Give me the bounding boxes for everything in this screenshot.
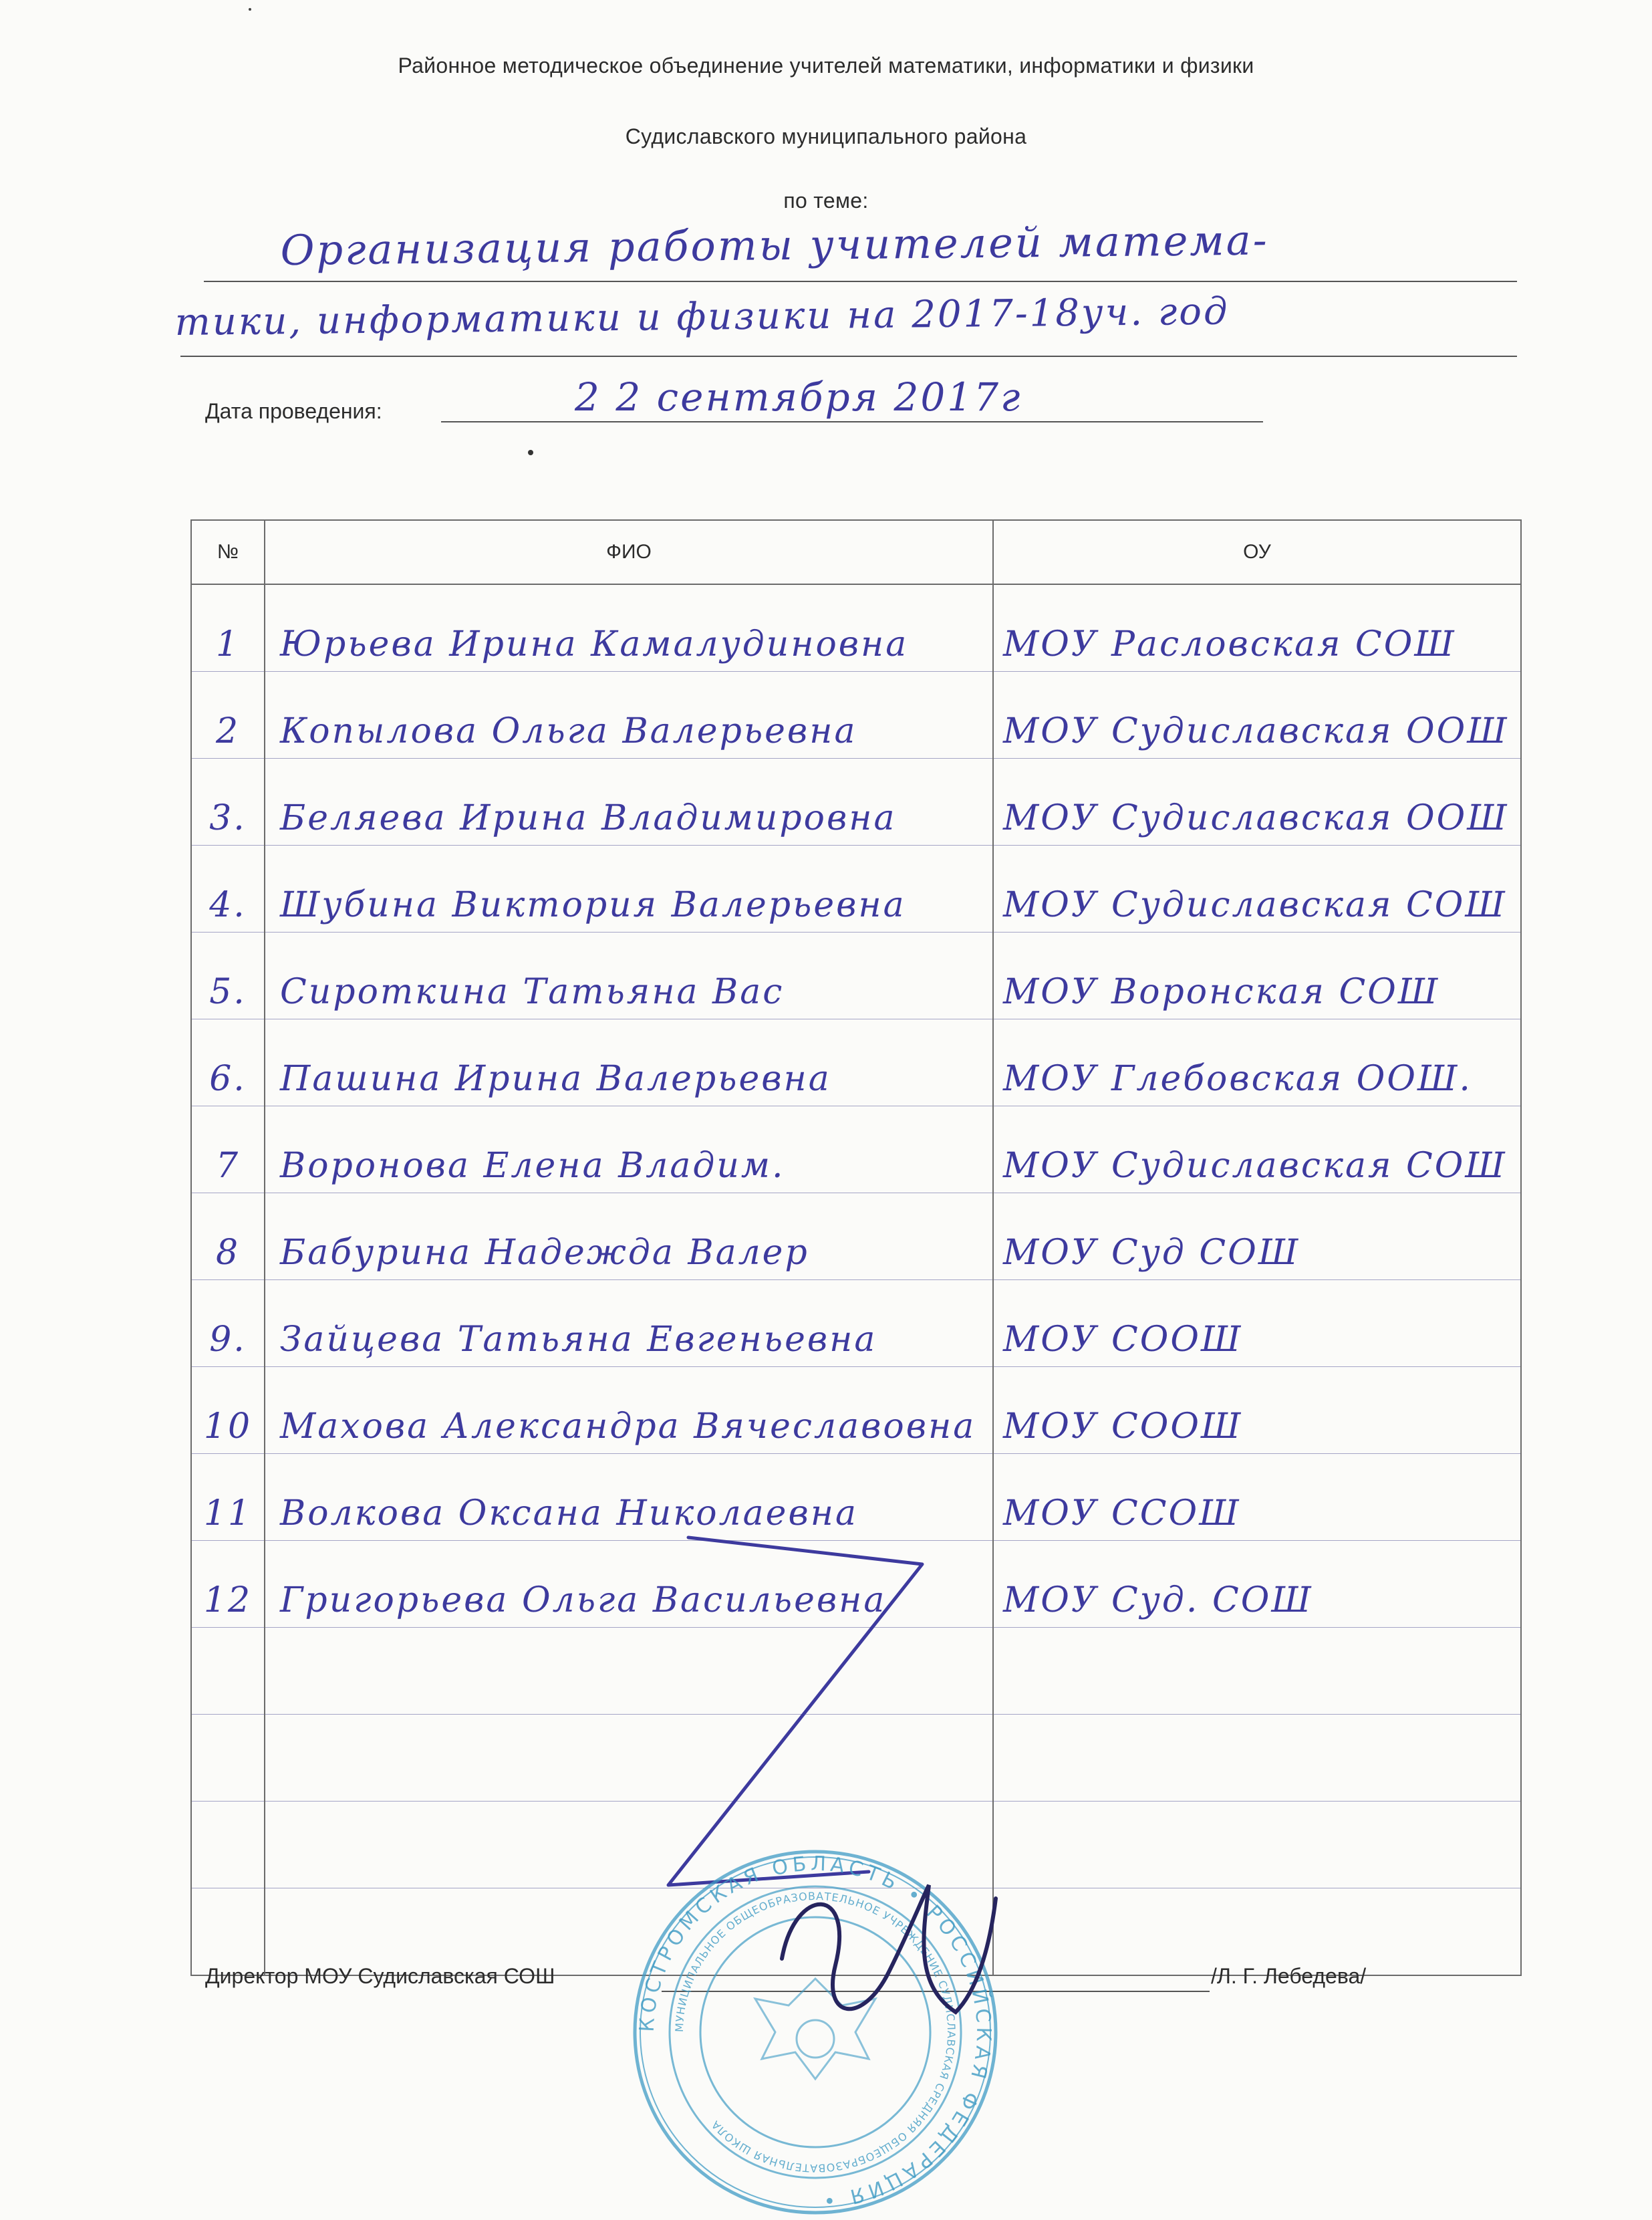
row-ou xyxy=(993,1888,1521,1976)
topic-line-1: Организация работы учителей матема- xyxy=(280,215,1269,275)
table-row xyxy=(191,759,1521,846)
row-fio: Беляева Ирина Владимировна xyxy=(265,759,993,846)
row-number xyxy=(191,1888,265,1976)
header-fio: ФИО xyxy=(265,520,993,584)
row-fio: Шубина Виктория Валерьевна xyxy=(265,846,993,933)
row-number: 7 xyxy=(191,1106,265,1193)
row-fio: Волкова Оксана Николаевна xyxy=(265,1454,993,1541)
table-row xyxy=(191,1193,1521,1280)
row-number xyxy=(191,1802,265,1888)
row-ou xyxy=(993,1802,1521,1888)
table-row xyxy=(191,1019,1521,1106)
row-ou: МОУ Судиславская ООШ xyxy=(993,759,1521,846)
row-number: 2 xyxy=(191,672,265,759)
header-district: Судиславского муниципального района xyxy=(625,124,1027,148)
date-underline xyxy=(441,421,1263,422)
date-value: 2 2 сентября 2017г xyxy=(575,374,1022,420)
stamp-outer-text: КОСТРОМСКАЯ ОБЛАСТЬ • РОССИЙСКАЯ ФЕДЕРАЦИЯ • xyxy=(635,1852,996,2213)
director-name: /Л. Г. Лебедева/ xyxy=(1211,1964,1367,1988)
table-row xyxy=(191,672,1521,759)
header-org: Районное методическое объединение учителей математики, информатики и физики xyxy=(398,53,1254,78)
row-ou: МОУ Судиславская СОШ xyxy=(993,846,1521,933)
row-number xyxy=(191,1628,265,1715)
row-fio: Махова Александра Вячеславовна xyxy=(265,1367,993,1454)
director-label: Директор МОУ Судиславская СОШ xyxy=(205,1964,555,1988)
row-ou: МОУ Расловская СОШ xyxy=(993,584,1521,672)
row-number: 11 xyxy=(191,1454,265,1541)
row-fio: Зайцева Татьяна Евгеньевна xyxy=(265,1280,993,1367)
row-fio: Юрьева Ирина Камалудиновна xyxy=(265,584,993,672)
scan-speck xyxy=(249,8,251,11)
table-row xyxy=(191,933,1521,1019)
row-fio: Сироткина Татьяна Вас xyxy=(265,933,993,1019)
row-number: 1 xyxy=(191,584,265,672)
row-ou: МОУ Суд. СОШ xyxy=(993,1541,1521,1628)
row-ou: МОУ Судиславская СОШ xyxy=(993,1106,1521,1193)
row-fio: Пашина Ирина Валерьевна xyxy=(265,1019,993,1106)
scan-speck xyxy=(528,450,533,455)
row-number: 6. xyxy=(191,1019,265,1106)
z-strike-mark xyxy=(642,1524,949,1898)
row-ou xyxy=(993,1715,1521,1802)
table-header-row xyxy=(191,520,1521,584)
row-number: 8 xyxy=(191,1193,265,1280)
date-label: Дата проведения: xyxy=(205,399,382,423)
table-row xyxy=(191,1106,1521,1193)
row-ou: МОУ Глебовская ООШ. xyxy=(993,1019,1521,1106)
table-row xyxy=(191,584,1521,672)
row-ou: МОУ СООШ xyxy=(993,1367,1521,1454)
row-ou: МОУ Воронская СОШ xyxy=(993,933,1521,1019)
row-fio: Копылова Ольга Валерьевна xyxy=(265,672,993,759)
row-ou: МОУ ССОШ xyxy=(993,1454,1521,1541)
table-row xyxy=(191,1367,1521,1454)
row-number: 3. xyxy=(191,759,265,846)
header-ou: ОУ xyxy=(993,520,1521,584)
row-number: 10 xyxy=(191,1367,265,1454)
table-row xyxy=(191,1280,1521,1367)
table-row xyxy=(191,846,1521,933)
topic-underline-2 xyxy=(180,356,1517,357)
row-number: 9. xyxy=(191,1280,265,1367)
row-fio: Григорьева Ольга Васильевна xyxy=(265,1541,993,1628)
topic-underline-1 xyxy=(204,281,1517,282)
row-ou: МОУ Судиславская ООШ xyxy=(993,672,1521,759)
row-fio: Бабурина Надежда Валер xyxy=(265,1193,993,1280)
row-number xyxy=(191,1715,265,1802)
topic-line-2: тики, информатики и физики на 2017-18уч. год xyxy=(174,289,1230,344)
director-signature xyxy=(755,1858,1009,2032)
row-ou: МОУ СООШ xyxy=(993,1280,1521,1367)
row-number: 4. xyxy=(191,846,265,933)
stamp-inner-text: МУНИЦИПАЛЬНОЕ ОБЩЕОБРАЗОВАТЕЛЬНОЕ УЧРЕЖДЕНИЕ СУДИСЛАВСКАЯ СРЕДНЯЯ ОБЩЕОБРАЗОВАТЕЛЬНАЯ ШКОЛА xyxy=(672,1889,958,2175)
header-number: № xyxy=(191,520,265,584)
header-topic-label: по теме: xyxy=(783,189,869,213)
row-number: 5. xyxy=(191,933,265,1019)
row-fio: Воронова Елена Владим. xyxy=(265,1106,993,1193)
row-ou xyxy=(993,1628,1521,1715)
row-ou: МОУ Суд СОШ xyxy=(993,1193,1521,1280)
row-number: 12 xyxy=(191,1541,265,1628)
